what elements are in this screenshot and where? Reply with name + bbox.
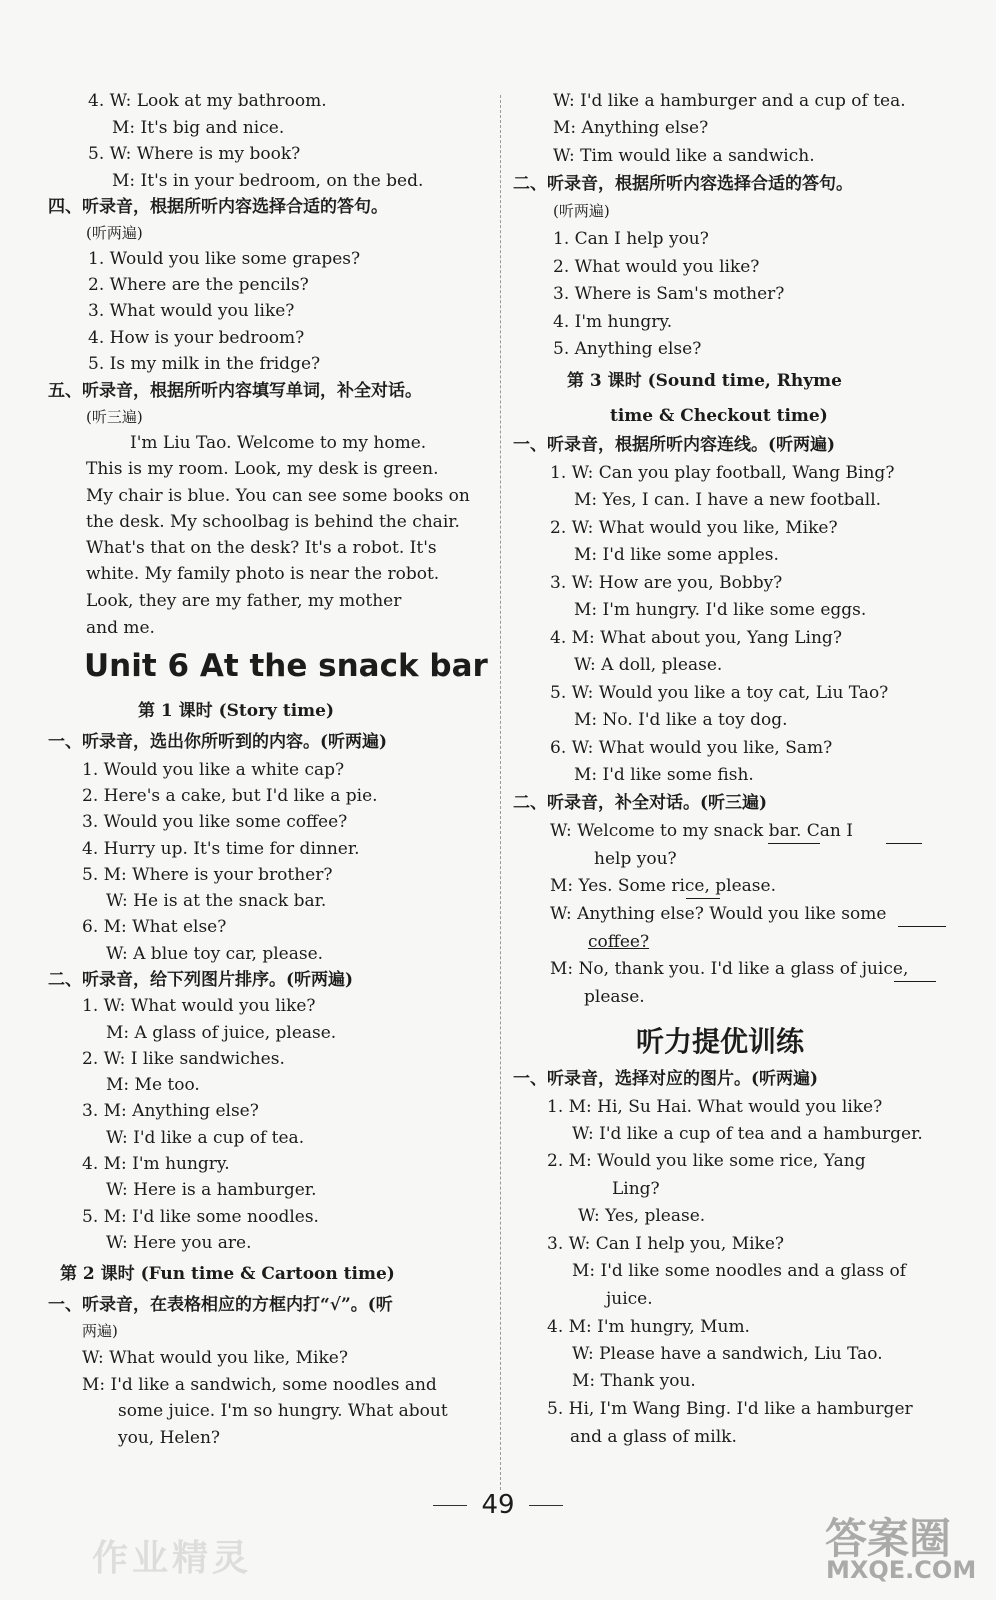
blank-underline-rice	[686, 898, 720, 899]
left-text-line: (听两遍)	[86, 224, 143, 242]
right-text-line: 4. I'm hungry.	[553, 312, 673, 332]
right-text-line: please.	[584, 987, 645, 1007]
right-text-line: W: I'd like a hamburger and a cup of tea.	[553, 91, 906, 111]
left-text-line: the desk. My schoolbag is behind the chair.	[86, 512, 460, 532]
section-title-listening-training: 听力提优训练	[636, 1025, 805, 1058]
left-text-line: 3. What would you like?	[88, 301, 295, 321]
right-text-line: 2. W: What would you like, Mike?	[550, 518, 838, 538]
left-text-line: W: He is at the snack bar.	[106, 891, 327, 911]
left-text-line: I'm Liu Tao. Welcome to my home.	[130, 433, 427, 453]
fill-dialogue-text: W: Anything else? Would you like some	[550, 904, 887, 924]
right-text-line: W: A doll, please.	[574, 655, 723, 675]
right-text-line: M: I'm hungry. I'd like some eggs.	[574, 600, 867, 620]
left-text-line: you, Helen?	[118, 1428, 221, 1448]
right-text-line: 2. What would you like?	[553, 257, 760, 277]
left-text-line: M: It's big and nice.	[112, 118, 285, 138]
left-text-line: W: Here is a hamburger.	[106, 1180, 317, 1200]
blank-underline-juice	[894, 981, 936, 982]
right-text-line: 3. Where is Sam's mother?	[553, 284, 785, 304]
left-text-line: 3. Would you like some coffee?	[82, 812, 348, 832]
left-text-line: 2. Where are the pencils?	[88, 275, 309, 295]
left-text-line: 2. Here's a cake, but I'd like a pie.	[82, 786, 378, 806]
left-text-line: Look, they are my father, my mother	[86, 591, 402, 611]
right-text-line: M: Thank you.	[572, 1371, 696, 1391]
left-text-line: 3. M: Anything else?	[82, 1101, 259, 1121]
right-text-line: Ling?	[612, 1179, 660, 1199]
right-text-line: 第 3 课时 (Sound time, Rhyme	[567, 371, 842, 391]
left-text-line: M: It's in your bedroom, on the bed.	[112, 171, 424, 191]
right-text-line: 5. Anything else?	[553, 339, 702, 359]
right-text-line: 4. M: I'm hungry, Mum.	[547, 1317, 750, 1337]
blank-underline-some	[898, 926, 946, 927]
left-text-line: 一、听录音，选出你所听到的内容。(听两遍)	[48, 732, 388, 752]
right-text-line: M: I'd like some fish.	[574, 765, 754, 785]
left-text-line: 2. W: I like sandwiches.	[82, 1049, 285, 1069]
right-text-line: M: Yes, I can. I have a new football.	[574, 490, 882, 510]
left-text-line: 五、听录音，根据所听内容填写单词，补全对话。	[48, 381, 422, 401]
right-text-line: 二、听录音，根据所听内容选择合适的答句。	[513, 174, 853, 194]
watermark-right-url: MXQE.COM	[826, 1556, 977, 1584]
right-text-line: M: No. I'd like a toy dog.	[574, 710, 788, 730]
left-text-line: 5. M: Where is your brother?	[82, 865, 333, 885]
left-text-line: W: What would you like, Mike?	[82, 1348, 348, 1368]
fill-dialogue-line-4: coffee?	[588, 932, 650, 952]
left-text-line: 5. M: I'd like some noodles.	[82, 1207, 319, 1227]
right-text-line: 一、听录音，选择对应的图片。(听两遍)	[513, 1069, 819, 1089]
left-text-line: 1. Would you like a white cap?	[82, 760, 345, 780]
blank-underline-can	[886, 843, 922, 844]
left-text-line: M: Me too.	[106, 1075, 200, 1095]
right-text-line: W: Yes, please.	[578, 1206, 706, 1226]
left-text-line: 第 2 课时 (Fun time & Cartoon time)	[60, 1264, 395, 1284]
right-text-line: 3. W: How are you, Bobby?	[550, 573, 783, 593]
right-text-line: 6. W: What would you like, Sam?	[550, 738, 833, 758]
left-text-line: some juice. I'm so hungry. What about	[118, 1401, 448, 1421]
watermark-right-logo: 答案圈	[825, 1514, 952, 1563]
right-text-line: 4. M: What about you, Yang Ling?	[550, 628, 842, 648]
right-text-line: and a glass of milk.	[570, 1427, 737, 1447]
right-text-line: 二、听录音，补全对话。(听三遍)	[513, 793, 768, 813]
left-text-line: 4. How is your bedroom?	[88, 328, 305, 348]
right-text-line: (听两遍)	[553, 202, 610, 220]
left-text-line: My chair is blue. You can see some books on	[86, 486, 470, 506]
left-text-line: This is my room. Look, my desk is green.	[86, 459, 439, 479]
right-text-line: 1. Can I help you?	[553, 229, 709, 249]
blank-underline-snack	[768, 843, 820, 844]
watermark-left: 作业精灵	[92, 1538, 253, 1579]
left-text-line: M: I'd like a sandwich, some noodles and	[82, 1375, 437, 1395]
left-text-line: 4. Hurry up. It's time for dinner.	[82, 839, 360, 859]
left-text-line: 5. Is my milk in the fridge?	[88, 354, 321, 374]
right-text-line: W: Please have a sandwich, Liu Tao.	[572, 1344, 883, 1364]
left-text-line: and me.	[86, 618, 155, 638]
left-text-line: 二、听录音，给下列图片排序。(听两遍)	[48, 970, 354, 990]
right-text-line: W: I'd like a cup of tea and a hamburger.	[572, 1124, 923, 1144]
page-number-text: 49	[481, 1490, 515, 1520]
left-text-line: 4. M: I'm hungry.	[82, 1154, 230, 1174]
left-text-line: W: A blue toy car, please.	[106, 944, 324, 964]
right-text-line: 5. W: Would you like a toy cat, Liu Tao?	[550, 683, 889, 703]
column-divider	[500, 95, 501, 1490]
left-text-line: What's that on the desk? It's a robot. It's	[86, 538, 437, 558]
right-text-line: help you?	[594, 849, 677, 869]
right-text-line: 5. Hi, I'm Wang Bing. I'd like a hamburger	[547, 1399, 913, 1419]
fill-dialogue-line-3	[550, 903, 886, 925]
right-text-line: juice.	[606, 1289, 653, 1309]
right-text-line: W: Tim would like a sandwich.	[553, 146, 815, 166]
right-text-line: M: I'd like some noodles and a glass of	[572, 1261, 907, 1281]
right-text-line: 3. W: Can I help you, Mike?	[547, 1234, 785, 1254]
left-text-line: (听三遍)	[86, 408, 143, 426]
right-text-line: M: I'd like some apples.	[574, 545, 779, 565]
left-text-line: 第 1 课时 (Story time)	[138, 701, 335, 721]
left-text-line: 两遍)	[82, 1322, 118, 1340]
left-text-line: 4. W: Look at my bathroom.	[88, 91, 327, 111]
right-text-line: 2. M: Would you like some rice, Yang	[547, 1151, 866, 1171]
right-text-line: 一、听录音，根据所听内容连线。(听两遍)	[513, 435, 836, 455]
left-text-line: W: Here you are.	[106, 1233, 252, 1253]
left-text-line: M: A glass of juice, please.	[106, 1023, 337, 1043]
fill-dialogue-text: W: Welcome to my snack bar. Can I	[550, 821, 853, 841]
left-text-line: 1. W: What would you like?	[82, 996, 316, 1016]
right-text-line: 1. W: Can you play football, Wang Bing?	[550, 463, 895, 483]
right-text-line: M: Anything else?	[553, 118, 709, 138]
left-text-line: 5. W: Where is my book?	[88, 144, 301, 164]
left-text-line: 6. M: What else?	[82, 917, 227, 937]
right-text-line: 1. M: Hi, Su Hai. What would you like?	[547, 1097, 883, 1117]
right-text-line: M: No, thank you. I'd like a glass of juice,	[550, 959, 909, 979]
left-text-line: 一、听录音，在表格相应的方框内打“√”。(听	[48, 1295, 393, 1315]
right-text-line: time & Checkout time)	[610, 406, 828, 426]
fill-dialogue-line-1	[550, 820, 853, 842]
unit-title: Unit 6 At the snack bar	[84, 648, 488, 684]
left-text-line: 1. Would you like some grapes?	[88, 249, 361, 269]
left-text-line: white. My family photo is near the robot.	[86, 564, 440, 584]
left-text-line: 四、听录音，根据所听内容选择合适的答句。	[48, 197, 388, 217]
left-text-line: W: I'd like a cup of tea.	[106, 1128, 305, 1148]
right-text-line: M: Yes. Some rice, please.	[550, 876, 776, 896]
